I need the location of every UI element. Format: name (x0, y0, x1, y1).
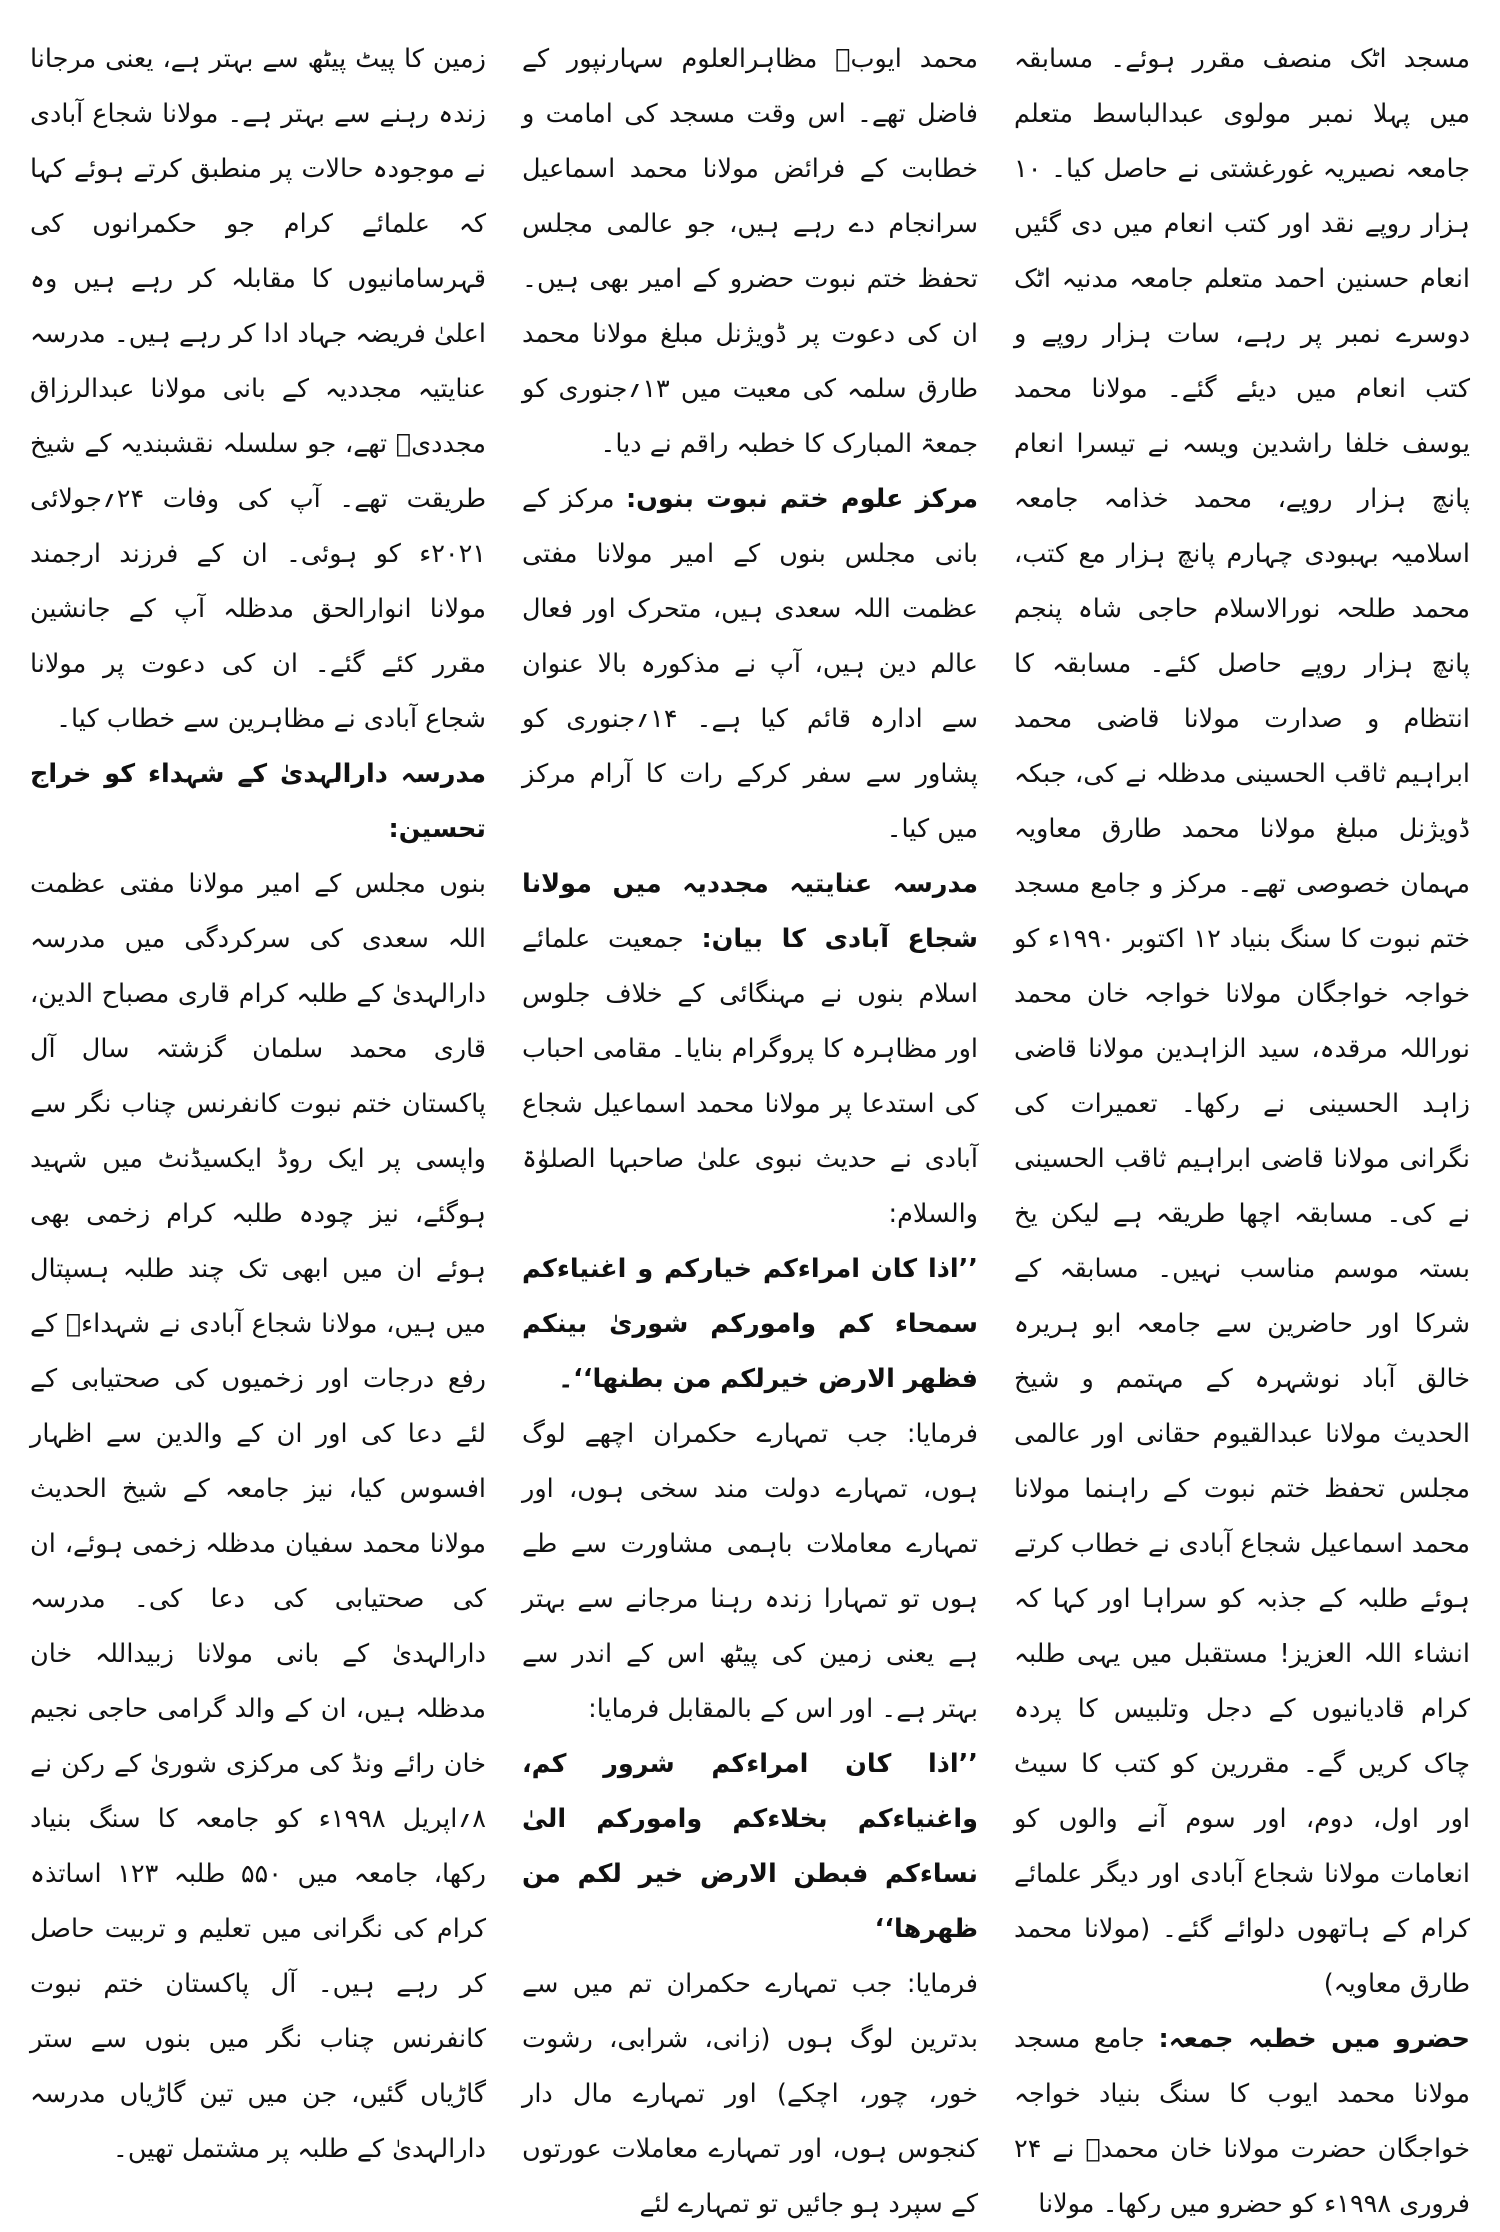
article-paragraph: بنوں مجلس کے امیر مولانا مفتی عظمت اللہ سعدی کی سرکردگی میں مدرسہ دارالہدیٰ کے طلبہ کرام قاری مصباح الدین، قاری محمد سلمان گزشتہ سال آل پاکستان ختم نبوت کانفرنس چناب نگر سے واپسی پر ایک روڈ ایکسیڈنٹ میں شہید ہوگئے، نیز چودہ طلبہ کرام زخمی بھی ہوئے ان میں ابھی تک چند طلبہ ہسپتال میں ہیں، مولانا شجاع آبادی نے شہداءؒ کے رفع درجات اور زخمیوں کی صحتیابی کے لئے دعا کی اور ان کے والدین سے اظہار افسوس کیا، نیز جامعہ کے شیخ الحدیث مولانا محمد سفیان مدظلہ زخمی ہوئے، ان کی صحتیابی کی دعا کی۔ مدرسہ دارالہدیٰ کے بانی مولانا زبیداللہ خان مدظلہ ہیں، ان کے والد گرامی حاجی نجیم خان رائے ونڈ کی مرکزی شوریٰ کے رکن نے ۸؍اپریل ۱۹۹۸ء کو جامعہ کا سنگ بنیاد رکھا، جامعہ میں ۵۵۰ طلبہ ۱۲۳ اساتذہ کرام کی نگرانی میں تعلیم و تربیت حاصل کر رہے ہیں۔ آل پاکستان ختم نبوت کانفرنس چناب نگر میں بنوں سے ستر گاڑیاں گئیں، جن میں تین گاڑیاں مدرسہ دارالہدیٰ کے طلبہ پر مشتمل تھیں۔ (30, 869, 486, 2164)
article-paragraph (522, 472, 978, 857)
article-paragraph (522, 857, 978, 1242)
section-heading: مدرسہ عنایتیہ مجددیہ میں مولانا شجاع آبادی کا بیان: (522, 869, 978, 954)
article-paragraph (1014, 2012, 1470, 2232)
article-paragraph: فرمایا: جب تمہارے حکمران تم میں سے بدترین لوگ ہوں (زانی، شرابی، رشوت خور، چور، اچکے) اور تمہارے مال دار کنجوس ہوں، اور تمہارے معاملات عورتوں کے سپرد ہو جائیں تو تمہارے لئے (522, 1969, 978, 2219)
section-heading: مدرسہ دارالہدیٰ کے شہداء کو خراج تحسین: (30, 759, 486, 844)
article-paragraph: زمین کا پیٹ پیٹھ سے بہتر ہے، یعنی مرجانا زندہ رہنے سے بہتر ہے۔ مولانا شجاع آبادی نے موجودہ حالات پر منطبق کرتے ہوئے کہا کہ علمائے کرام جو حکمرانوں کی قہرسامانیوں کا مقابلہ کر رہے ہیں وہ اعلیٰ فریضہ جہاد ادا کر رہے ہیں۔ مدرسہ عنایتیہ مجددیہ کے بانی مولانا عبدالرزاق مجددیؒ تھے، جو سلسلہ نقشبندیہ کے شیخ طریقت تھے۔ آپ کی وفات ۲۴؍جولائی ۲۰۲۱ء کو ہوئی۔ ان کے فرزند ارجمند مولانا انوارالحق مدظلہ آپ کے جانشین مقرر کئے گئے۔ ان کی دعوت پر مولانا شجاع آبادی نے مظاہرین سے خطاب کیا۔ (30, 44, 486, 734)
article-paragraph: مسجد اٹک منصف مقرر ہوئے۔ مسابقہ میں پہلا نمبر مولوی عبدالباسط متعلم جامعہ نصیریہ غورغشتی نے حاصل کیا۔ ۱۰ ہزار روپے نقد اور کتب انعام میں دی گئیں انعام حسنین احمد متعلم جامعہ مدنیہ اٹک دوسرے نمبر پر رہے، سات ہزار روپے و کتب انعام میں دیئے گئے۔ مولانا محمد یوسف خلفا راشدین ویسہ نے تیسرا انعام پانچ ہزار روپے، محمد خذامہ جامعہ اسلامیہ بہبودی چہارم پانچ ہزار مع کتب، محمد طلحہ نورالاسلام حاجی شاہ پنجم پانچ ہزار روپے حاصل کئے۔ مسابقہ کا انتظام و صدارت مولانا قاضی محمد ابراہیم ثاقب الحسینی مدظلہ نے کی، جبکہ ڈویژنل مبلغ مولانا محمد طارق معاویہ مہمان خصوصی تھے۔ مرکز و جامع مسجد ختم نبوت کا سنگ بنیاد ۱۲ اکتوبر ۱۹۹۰ء کو خواجہ خواجگان مولانا خواجہ خان محمد نوراللہ مرقدہ، سید الزاہدین مولانا قاضی زاہد الحسینی نے رکھا۔ تعمیرات کی نگرانی مولانا قاضی ابراہیم ثاقب الحسینی نے کی۔ مسابقہ اچھا طریقہ ہے لیکن یخ بستہ موسم مناسب نہیں۔ مسابقہ کے شرکا اور حاضرین سے جامعہ ابو ہریرہ خالق آباد نوشہرہ کے مہتمم و شیخ الحدیث مولانا عبدالقیوم حقانی اور عالمی مجلس تحفظ ختم نبوت کے راہنما مولانا محمد اسماعیل شجاع آبادی نے خطاب کرتے ہوئے طلبہ کے جذبہ کو سراہا اور کہا کہ انشاء اللہ العزیز! مستقبل میں یہی طلبہ کرام قادیانیوں کے دجل وتلبیس کا پردہ چاک کریں گے۔ مقررین کو کتب کا سیٹ اور اول، دوم، اور سوم آنے والوں کو انعامات مولانا شجاع آبادی اور دیگر علمائے کرام کے ہاتھوں دلوائے گئے۔ (مولانا محمد طارق معاویہ) (1014, 44, 1470, 1999)
hadith-quote: ’’اذا کان امراءکم خیارکم و اغنیاءکم سمحاء کم وامورکم شوریٰ بینکم فظھر الارض خیرلکم من بطنھا‘‘۔ (522, 1254, 978, 1394)
section-heading: مرکز علوم ختم نبوت بنوں: (625, 484, 978, 514)
article-paragraph: فرمایا: جب تمہارے حکمران اچھے لوگ ہوں، تمہارے دولت مند سخی ہوں، اور تمہارے معاملات باہمی مشاورت سے طے ہوں تو تمہارا زندہ رہنا مرجانے سے بہتر ہے یعنی زمین کی پیٹھ اس کے اندر سے بہتر ہے۔ اور اس کے بالمقابل فرمایا: (522, 1419, 978, 1724)
column-left (30, 32, 486, 2180)
paragraph-text: جامع مسجد مولانا محمد ایوب کا سنگ بنیاد خواجہ خواجگان حضرت مولانا خان محمدؒ نے ۲۴ فروری ۱۹۹۸ء کو حضرو میں رکھا۔ مولانا (1014, 2024, 1470, 2219)
paragraph-text: مرکز کے بانی مجلس بنوں کے امیر مولانا مفتی عظمت اللہ سعدی ہیں، متحرک اور فعال عالم دین ہیں، آپ نے مذکورہ بالا عنوان سے ادارہ قائم کیا ہے۔ ۱۴؍جنوری کو پشاور سے سفر کرکے رات کا آرام مرکز میں کیا۔ (522, 484, 978, 844)
hadith-quote: ’’اذا کان امراءکم شرور کم، واغنیاءکم بخلاءکم وامورکم الیٰ نساءکم فبطن الارض خیر لکم من ظھرھا‘‘ (522, 1749, 978, 1944)
paragraph-text: جمعیت علمائے اسلام بنوں نے مہنگائی کے خلاف جلوس اور مظاہرہ کا پروگرام بنایا۔ مقامی احباب کی استدعا پر مولانا محمد اسماعیل شجاع آبادی نے حدیث نبوی علیٰ صاحبہا الصلوٰۃ والسلام: (522, 924, 978, 1229)
column-middle (522, 32, 978, 2219)
column-right (1014, 32, 1470, 2219)
section-heading: حضرو میں خطبہ جمعہ: (1158, 2024, 1470, 2054)
article-paragraph: محمد ایوبؒ مظاہرالعلوم سہارنپور کے فاضل تھے۔ اس وقت مسجد کی امامت و خطابت کے فرائض مولانا محمد اسماعیل سرانجام دے رہے ہیں، جو عالمی مجلس تحفظ ختم نبوت حضرو کے امیر بھی ہیں۔ ان کی دعوت پر ڈویژنل مبلغ مولانا محمد طارق سلمہ کی معیت میں ۱۳؍جنوری کو جمعۃ المبارک کا خطبہ راقم نے دیا۔ (522, 44, 978, 459)
